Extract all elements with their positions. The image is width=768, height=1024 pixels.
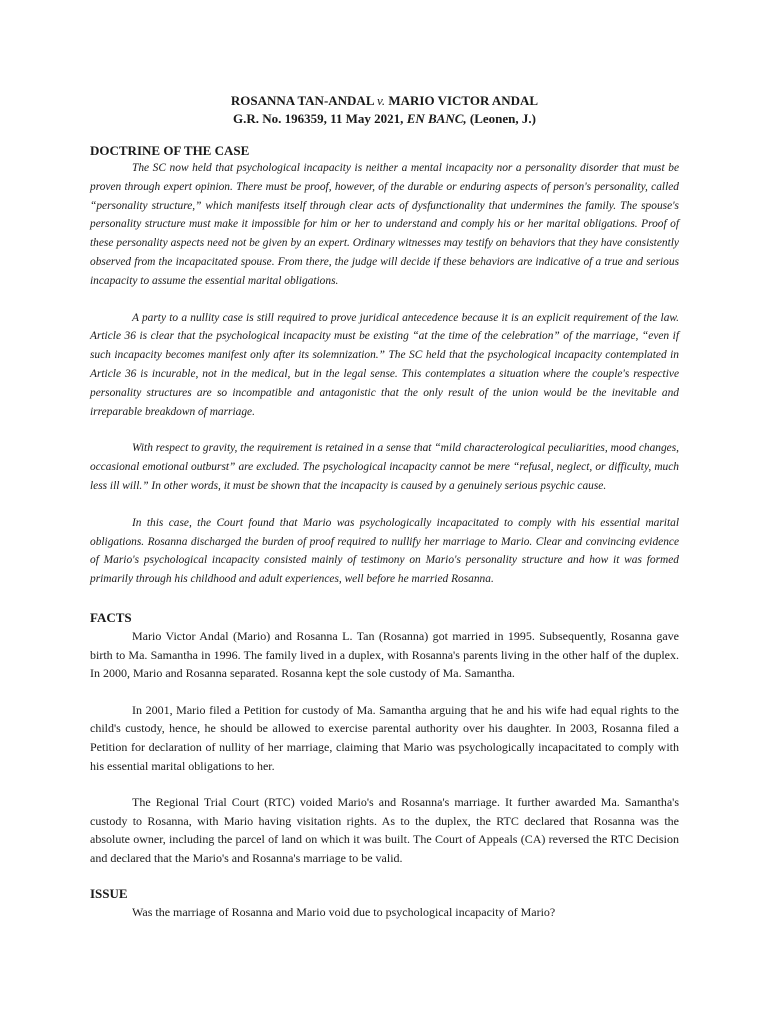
- doctrine-paragraph: With respect to gravity, the requirement is retained in a sense that “mild characterological peculiarities, mood changes, occasional emotional outburst” are excluded. The psychological incapacity cannot be mere “refusal, neglect, or difficulty, much less ill will.” In other words, it must be shown that the incapacity is caused by a genuinely serious psychic cause.: [90, 442, 679, 492]
- versus: v.: [377, 93, 386, 108]
- issue-question: Was the marriage of Rosanna and Mario void due to psychological incapacity of Mario?: [132, 905, 556, 920]
- ponente: (Leonen, J.): [469, 111, 536, 126]
- issue-section: [90, 885, 679, 922]
- court-division: EN BANC,: [406, 111, 467, 126]
- facts-paragraph: Mario Victor Andal (Mario) and Rosanna L. Tan (Rosanna) got married in 1995. Subsequently, Rosanna gave birth to Ma. Samantha in 1996. The family lived in a duplex, with Rosanna's parents living in the other half of the duplex. In 2000, Mario and Rosanna separated. Rosanna kept the sole custody of Ma. Samantha.: [90, 628, 679, 681]
- case-citation: [90, 110, 679, 128]
- doctrine-paragraph: A party to a nullity case is still required to prove juridical antecedence because it is an explicit requirement of the law. Article 36 is clear that the psychological incapacity must be existing “at the time of the celebration” of the marriage, “even if such incapacity becomes manifest only after its solemnization.” The SC held that the psychological incapacity contemplated in Article 36 is incurable, not in the medical, but in the legal sense. This contemplates a situation where the couple's respective personality structures are so incompatible and antagonistic that the only result of the union would be the inevitable and irreparable breakdown of marriage.: [90, 311, 679, 418]
- doctrine-paragraph: In this case, the Court found that Mario was psychologically incapacitated to comply with his essential marital obligations. Rosanna discharged the burden of proof required to nullify her marriage to Mario. Clear and convincing evidence of Mario's psychological incapacity consisted mainly of testimony on Mario's personality structure and how it was formed primarily through his childhood and adult experiences, well before he married Rosanna.: [90, 516, 679, 586]
- issue-heading: ISSUE: [90, 886, 128, 902]
- facts-paragraph: In 2001, Mario filed a Petition for custody of Ma. Samantha arguing that he and his wife had equal rights to the child's custody, hence, he should be allowed to exercise parental authority over his daughter. In 2003, Rosanna filed a Petition for declaration of nullity of her marriage, claiming that Mario was psychologically incapacitated to comply with his essential marital obligations to her.: [90, 702, 679, 773]
- facts-paragraph: The Regional Trial Court (RTC) voided Mario's and Rosanna's marriage. It further awarded Ma. Samantha's custody to Rosanna, with Mario having visitation rights. As to the duplex, the RTC declared that Rosanna was the absolute owner, including the parcel of land on which it was built. The Court of Appeals (CA) reversed the RTC Decision and declared that the Mario's and Rosanna's marriage to be valid.: [90, 795, 679, 865]
- doctrine-heading: DOCTRINE OF THE CASE: [90, 143, 250, 158]
- doctrine-paragraph: The SC now held that psychological incapacity is neither a mental incapacity nor a personality disorder that must be proven through expert opinion. There must be proof, however, of the durable or enduring aspects of person's personality, called “personality structure,” which manifests itself through clear acts of dysfunctionality that undermines the family. The spouse's personality structure must make it impossible for him or her to understand and comply his or her marital obligations. Proof of these personality aspects need not be given by an expert. Ordinary witnesses may testify on behaviors that they have consistently observed from the incapacitated spouse. From there, the judge will decide if these behaviors are indicative of a true and serious incapacity to assume the essential marital obligations.: [90, 162, 679, 287]
- case-title: [90, 92, 679, 110]
- party-b: MARIO VICTOR ANDAL: [388, 93, 539, 108]
- facts-section: [90, 609, 679, 868]
- gr-number: G.R. No. 196359, 11 May 2021,: [232, 111, 404, 126]
- party-a: ROSANNA TAN-ANDAL: [230, 93, 374, 108]
- doctrine-section: [90, 142, 679, 589]
- document-page: [90, 92, 679, 922]
- facts-heading: FACTS: [90, 609, 132, 625]
